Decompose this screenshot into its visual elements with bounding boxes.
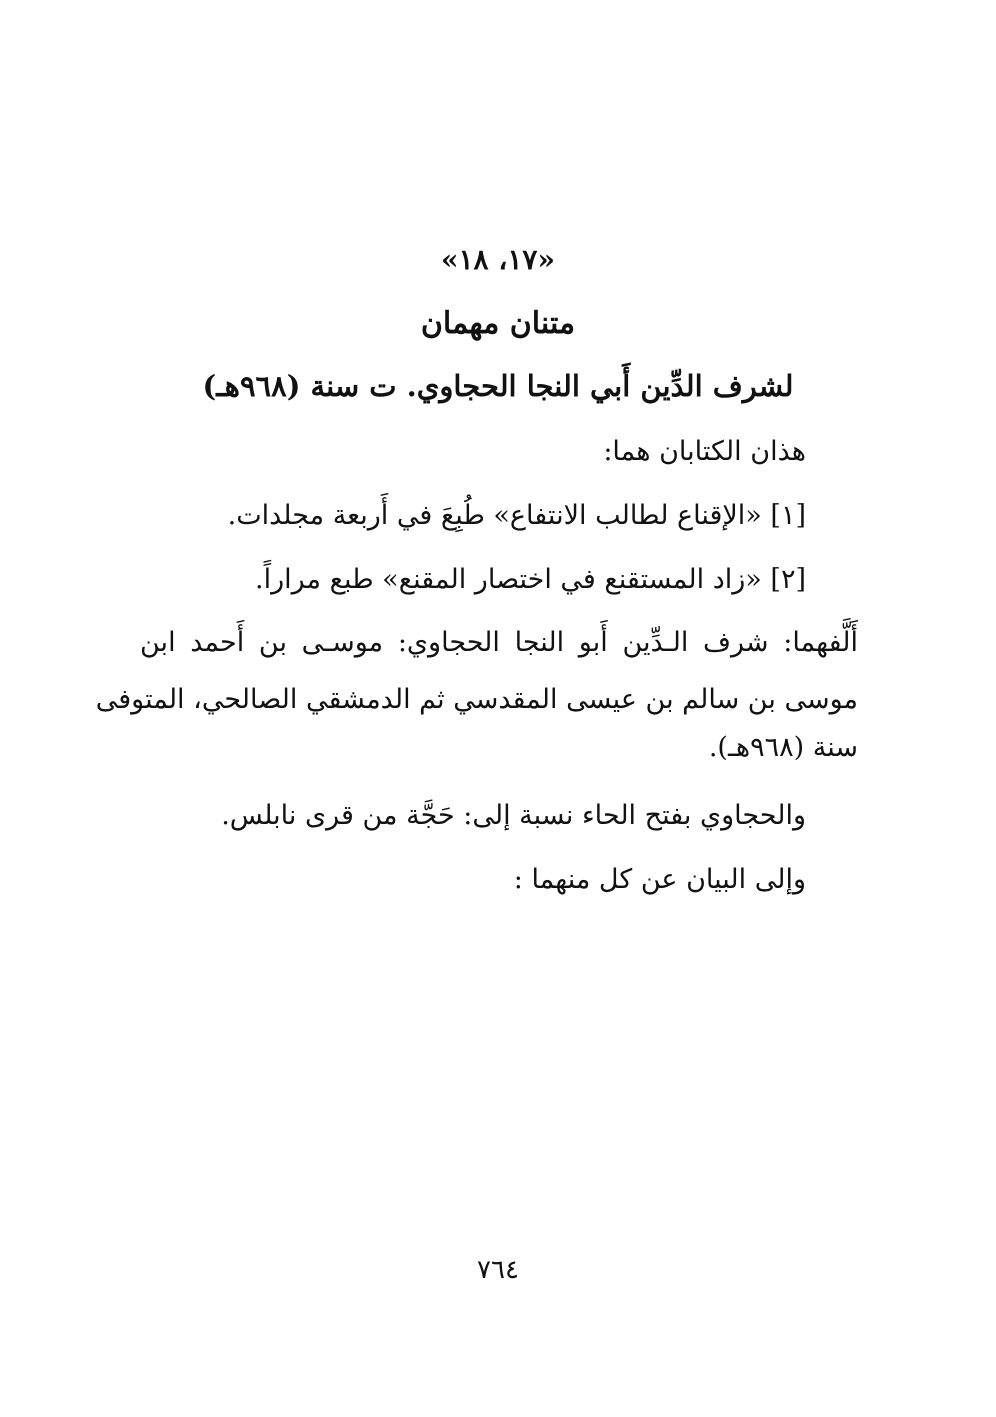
section-numbers: «١٧، ١٨» — [441, 243, 555, 276]
nisba-paragraph: والحجاوي بفتح الحاء نسبة إلى: حَجَّة من قرى نابلس. — [221, 800, 806, 831]
author-paragraph-line-2: موسى بن سالم بن عيسى المقدسي ثم الدمشقي الصالحي، المتوفى — [95, 684, 858, 715]
intro-paragraph: هذان الكتابان هما: — [603, 436, 806, 467]
author-paragraph-line-1: أَلَّفهما: شرف الـدِّين أَبو النجا الحجاوي: موسـى بن أَحمد ابن — [140, 627, 858, 658]
section-title: متنان مهمان — [420, 306, 576, 341]
book-item-2: [٢] «زاد المستقنع في اختصار المقنع» طبع مراراً. — [255, 564, 806, 595]
closing-paragraph: وإلى البيان عن كل منهما : — [513, 864, 806, 895]
section-subtitle: لشرف الدِّين أَبي النجا الحجاوي. ت سنة (٩٦٨هـ) — [202, 369, 794, 403]
page-number: ٧٦٤ — [477, 1255, 519, 1285]
book-item-1: [١] «الإقناع لطالب الانتفاع» طُبِعَ في أَربعة مجلدات. — [227, 500, 806, 531]
author-paragraph-line-3: سنة (٩٦٨هـ). — [708, 732, 858, 763]
